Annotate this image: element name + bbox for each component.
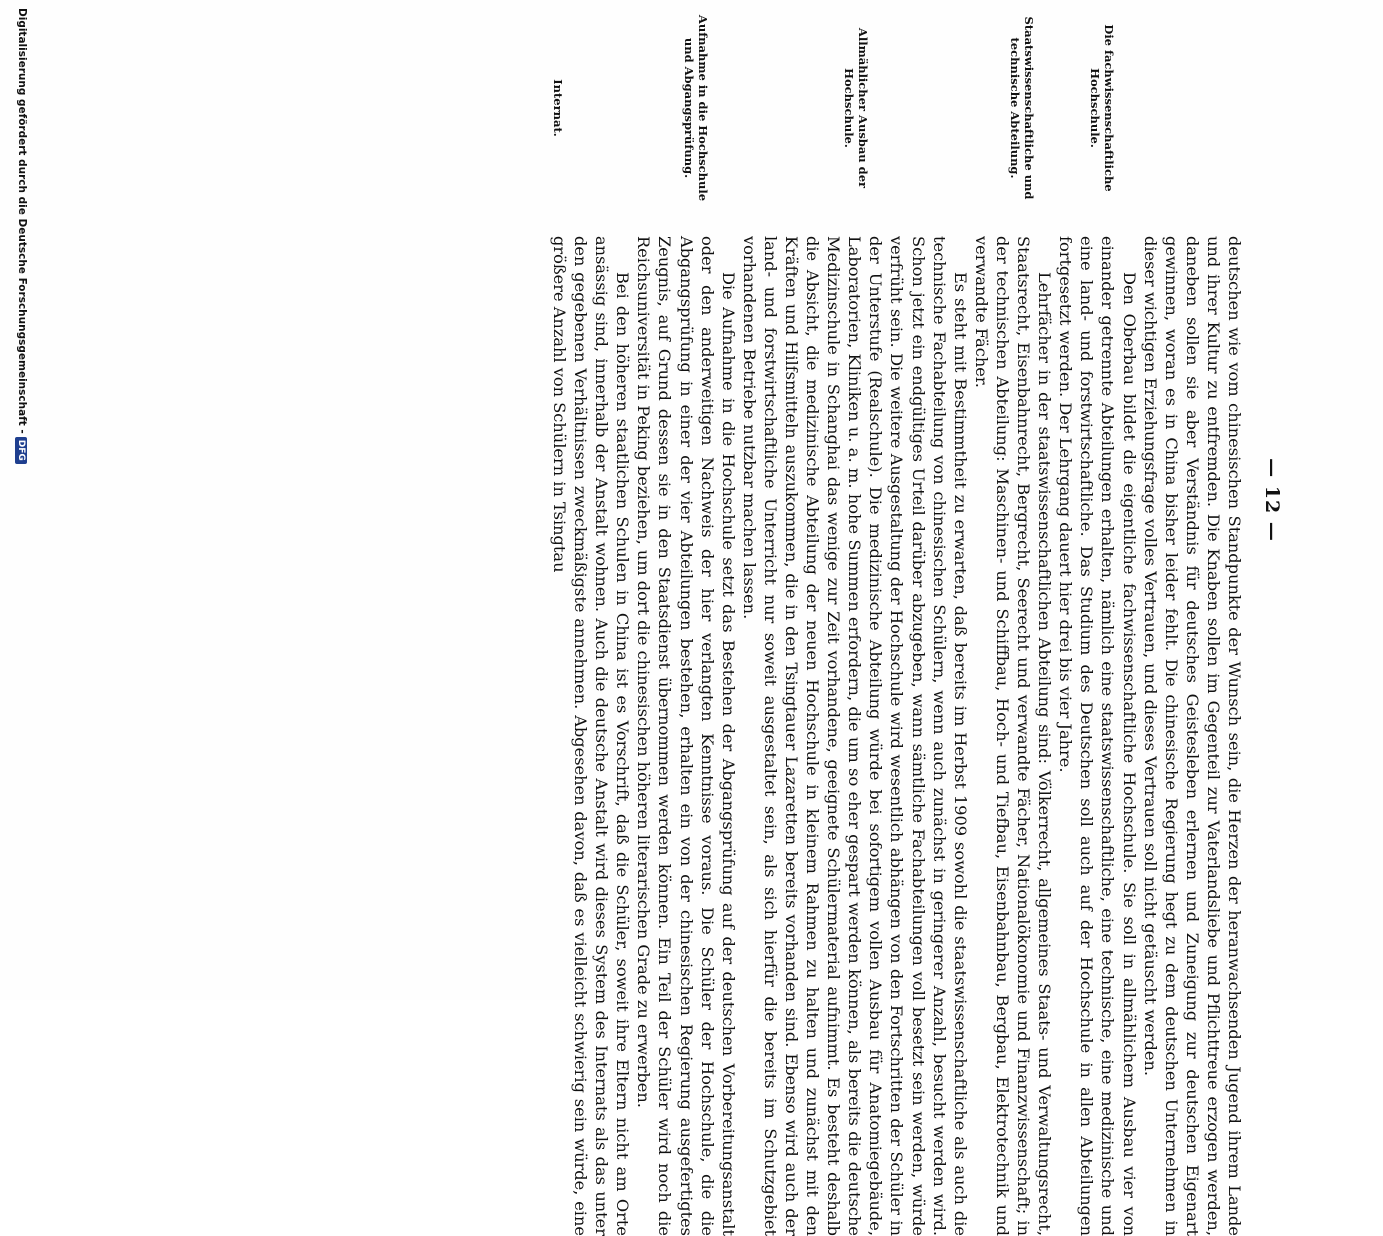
paragraph: Den Oberbau bildet die eigentliche fachwissenschaftliche Hochschule. Sie soll in allmählichem Ausbau vier von einander getrennte Abteilungen erhalten, nämlich eine staatswissenschaftliche, eine technische, eine medizinische und eine land- und forstwirtschaftliche. Das Studium des Deutschen soll auch auf der Hochschule in allen Abteilungen fortgesetzt werden. Der Lehrgang dauert hier drei bis vier Jahre. <box>1056 236 1139 1236</box>
margin-note-staatswiss: Staatswissenschaftliche und technische Abteilung. <box>1008 16 1036 200</box>
page-number: — 12 — <box>1261 458 1283 542</box>
body-text <box>549 236 1245 1236</box>
margin-note-ausbau: Allmählicher Ausbau der Hochschule. <box>842 27 870 189</box>
margin-note-hochschule: Die fachwissenschaftliche Hochschule. <box>1088 24 1116 192</box>
paragraph: Es steht mit Bestimmtheit zu erwarten, daß bereits im Herbst 1909 sowohl die staatswissenschaftliche als auch die technische Fachabteilung von chinesischen Schülern, wenn auch zunächst in geringerer Anzahl, besucht werden wird. Schon jetzt ein endgültiges Urteil darüber abzugeben, wann sämtliche Fachabteilungen voll besetzt sein werden, würde verfrüht sein. Die weitere Ausgestaltung der Hochschule wird wesentlich abhängen von den Fortschritten der Schüler in der Unterstufe (Realschule). Die medizinische Abteilung würde bei sofortigem vollen Ausbau für Anatomiegebäude, Laboratorien, Kliniken u. a. m. hohe Summen erfordern, die um so eher gespart werden können, als bereits die deutsche Medizinschule in Schanghai das wenige zur Zeit vorhandene, geeignete Schülermaterial aufnimmt. Es besteht deshalb die Absicht, die medizinische Abteilung der neuen Hochschule in kleinem Rahmen zu halten und zunächst mit den Kräften und Hilfsmitteln auszukommen, die in den Tsingtauer Lazaretten bereits vorhanden sind. Ebenso wird auch der land- und forstwirtschaftliche Unterricht nur soweit ausgestaltet sein, als sich hierfür die bereits im Schutzgebiet vorhandenen Betriebe nutzbar machen lassen. <box>739 236 970 1236</box>
margin-note-aufnahme: Aufnahme in die Hochschule und Abgangsprüfung. <box>682 14 710 202</box>
paragraph: Die Aufnahme in die Hochschule setzt das Bestehen der Abgangsprüfung auf der deutschen Vorbereitungsanstalt oder den anderweitigen Nachweis der hier verlangten Kenntnisse voraus. Die Schüler der Hochschule, die die Abgangsprüfung in einer der vier Abteilungen bestehen, erhalten ein von der chinesischen Regierung ausgefertigtes Zeugnis, auf Grund dessen sie in den Staatsdienst übernommen werden können. Ein Teil der Schüler wird noch die Reichsuniversität in Peking beziehen, um dort die chinesischen höheren literarischen Grade zu erwerben. <box>634 236 738 1236</box>
paragraph: Lehrfächer in der staatswissenschaftlichen Abteilung sind: Völkerrecht, allgemeines Staats- und Verwaltungsrecht, Staatsrecht, Eisenbahnrecht, Bergrecht, Seerecht und verwandte Fächer, Nationalökonomie und Finanzwissenschaft; in der technischen Abteilung: Maschinen- und Schiffbau, Hoch- und Tiefbau, Eisenbahnbau, Bergbau, Elektrotechnik und verwandte Fächer. <box>971 236 1055 1236</box>
credit-text: Digitalisierung gefördert durch die Deutsche Forschungsgemeinschaft - <box>16 8 28 434</box>
margin-note-internat: Internat. <box>551 79 565 137</box>
dfg-logo: DFG <box>15 437 27 464</box>
paragraph: Bei den höheren staatlichen Schulen in China ist es Vorschrift, daß die Schüler, soweit ihre Eltern nicht am Orte ansässig sind, innerhalb der Anstalt wohnen. Auch die deutsche Anstalt wird dieses System des Internats als das unter den gegebenen Verhältnissen zweckmäßigste annehmen. Abgesehen davon, daß es vielleicht schwierig sein würde, eine größere Anzahl von Schülern in Tsingtau <box>550 236 633 1236</box>
digitization-credit <box>15 0 28 1008</box>
paragraph: deutschen wie vom chinesischen Standpunkte der Wunsch sein, die Herzen der heranwachsenden Jugend ihrem Lande und ihrer Kultur zu entfremden. Die Knaben sollen im Gegenteil zur Vaterlandsliebe und Pflichttreue erzogen werden, daneben sollen sie aber Verständnis für deutsches Geistesleben erlernen und Zuneigung zur deutschen Eigenart gewinnen, woran es in China bisher leider fehlt. Die chinesische Regierung hegt zu dem deutschen Unternehmen in dieser wichtigen Erziehungsfrage volles Vertrauen, und dieses Vertrauen soll nicht getäuscht werden. <box>1140 236 1244 1236</box>
